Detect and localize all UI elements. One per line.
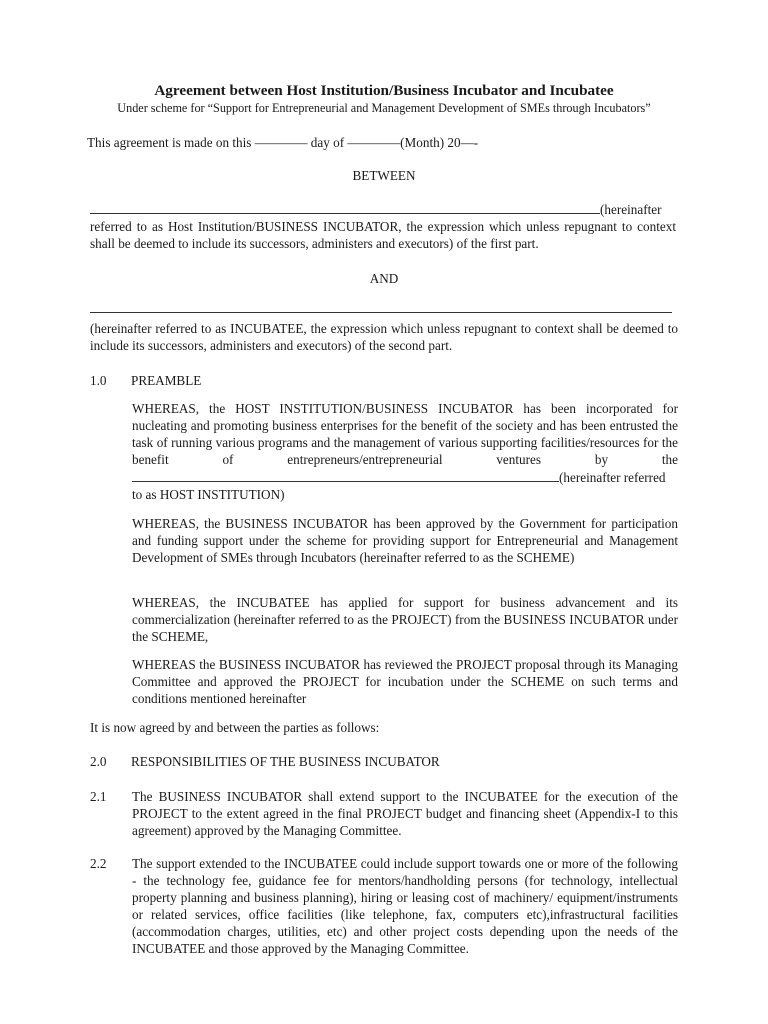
- document-subtitle: Under scheme for “Support for Entrepreneurial and Management Development of SMEs through Incubators”: [117, 101, 651, 115]
- agreed-statement: It is now agreed by and between the parties as follows:: [90, 720, 380, 735]
- preamble-blank-line: [132, 481, 559, 482]
- preamble-paragraph-1-end: to as HOST INSTITUTION): [132, 487, 285, 502]
- section-2-number: 2.0: [90, 754, 107, 769]
- clause-2-1-number: 2.1: [90, 789, 107, 804]
- clause-2-2-text: The support extended to the INCUBATEE could include support towards one or more of the following - the technology fee, guidance fee for mentors/handholding persons (for technology, intellectual property planning and business planning), hiring or leasing cost of machinery/ equipment/instruments or related services, office facilities (like telephone, fax, computers etc),infrastructural facilities (accommodation charges, utilities, etc) and other project costs depending upon the needs of the INCUBATEE and those approved by the Managing Committee.: [132, 856, 678, 956]
- between-heading: BETWEEN: [352, 168, 416, 183]
- party1-hereinafter: (hereinafter: [600, 202, 662, 217]
- preamble-paragraph-3: WHEREAS, the INCUBATEE has applied for support for business advancement and its commercialization (hereinafter referred to as the PROJECT) from the BUSINESS INCUBATOR under the SCHEME,: [132, 595, 678, 644]
- party2-text: (hereinafter referred to as INCUBATEE, the expression which unless repugnant to context shall be deemed to include its successors, administers and executors) of the second part.: [90, 321, 678, 353]
- document-title: Agreement between Host Institution/Business Incubator and Incubatee: [154, 82, 614, 99]
- preamble-paragraph-2: WHEREAS, the BUSINESS INCUBATOR has been approved by the Government for participation and funding support under the scheme for providing support for Entrepreneurial and Management Development of SMEs through Incubators (hereinafter referred to as the SCHEME): [132, 516, 678, 565]
- preamble-hereinafter: (hereinafter referred: [559, 470, 666, 485]
- agreement-date-line: This agreement is made on this ———— day of ————(Month) 20—-: [87, 135, 479, 150]
- clause-2-2-number: 2.2: [90, 856, 107, 871]
- clause-2-1-text: The BUSINESS INCUBATOR shall extend support to the INCUBATEE for the execution of the PROJECT to the extent agreed in the final PROJECT budget and financing sheet (Appendix-I to this agreement) approved by the Managing Committee.: [132, 789, 678, 838]
- section-2-title: RESPONSIBILITIES OF THE BUSINESS INCUBATOR: [131, 754, 440, 769]
- party1-blank-line: [90, 213, 600, 214]
- preamble-paragraph-1: WHEREAS, the HOST INSTITUTION/BUSINESS INCUBATOR has been incorporated for nucleating and promoting business enterprises for the benefit of the society and has been entrusted the task of running various programs and the management of various supporting facilities/resources for the benefit of entrepreneurs/entrepreneurial ventures by the: [132, 401, 678, 467]
- section-1-title: PREAMBLE: [131, 373, 202, 388]
- party1-text: referred to as Host Institution/BUSINESS INCUBATOR, the expression which unless repugnant to context shall be deemed to include its successors, administers and executors) of the first part.: [90, 219, 676, 251]
- section-1-number: 1.0: [90, 373, 107, 388]
- preamble-paragraph-4: WHEREAS the BUSINESS INCUBATOR has reviewed the PROJECT proposal through its Managing Committee and approved the PROJECT for incubation under the SCHEME on such terms and conditions mentioned hereinafter: [132, 657, 678, 706]
- and-heading: AND: [369, 271, 399, 286]
- party2-blank-line: [90, 312, 672, 313]
